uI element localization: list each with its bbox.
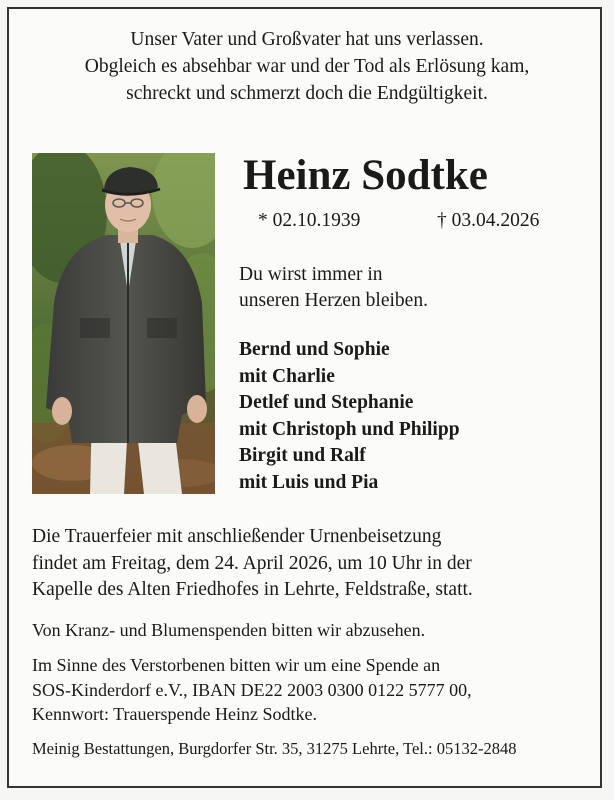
farewell-line: Du wirst immer in <box>239 264 383 285</box>
ceremony-line: Die Trauerfeier mit anschließender Urnenbeisetzung <box>32 526 442 547</box>
undertaker-contact: Meinig Bestattungen, Burgdorfer Str. 35, 31275 Lehrte, Tel.: 05132-2848 <box>32 739 517 758</box>
birth-date: * 02.10.1939 <box>258 210 361 231</box>
farewell-text <box>239 262 428 314</box>
deceased-name: Heinz Sodtke <box>243 152 488 199</box>
mourner-line: Detlef und Stephanie <box>239 392 414 413</box>
intro-line: schreckt und schmerzt doch die Endgültigkeit. <box>126 83 488 104</box>
mourner-line: mit Luis und Pia <box>239 471 379 493</box>
mourner-line: mit Charlie <box>239 365 335 387</box>
intro-line: Unser Vater und Großvater hat uns verlassen. <box>130 29 484 50</box>
intro-text <box>0 26 614 107</box>
mourners-list <box>239 337 460 496</box>
mourner-line: Bernd und Sophie <box>239 339 390 360</box>
mourner-line: mit Christoph und Philipp <box>239 418 460 440</box>
flowers-note: Von Kranz- und Blumenspenden bitten wir abzusehen. <box>32 620 426 640</box>
ceremony-info <box>32 524 473 604</box>
death-date: † 03.04.2026 <box>437 210 540 231</box>
mourner-line: Birgit und Ralf <box>239 445 366 466</box>
donation-line: SOS-Kinderdorf e.V., IBAN DE22 2003 0300 0122 5777 00, <box>32 679 472 700</box>
intro-line: Obgleich es absehbar war und der Tod als Erlösung kam, <box>84 56 530 77</box>
farewell-line: unseren Herzen bleiben. <box>239 290 428 311</box>
donation-line: Kennwort: Trauerspende Heinz Sodtke. <box>32 704 317 724</box>
donation-line: Im Sinne des Verstorbenen bitten wir um eine Spende an <box>32 655 441 675</box>
ceremony-line: findet am Freitag, dem 24. April 2026, um 10 Uhr in der <box>32 552 472 574</box>
ceremony-line: Kapelle des Alten Friedhofes in Lehrte, Feldstraße, statt. <box>32 579 473 600</box>
donation-info <box>32 653 472 727</box>
portrait-illustration <box>32 153 215 494</box>
portrait-photo <box>32 153 215 494</box>
